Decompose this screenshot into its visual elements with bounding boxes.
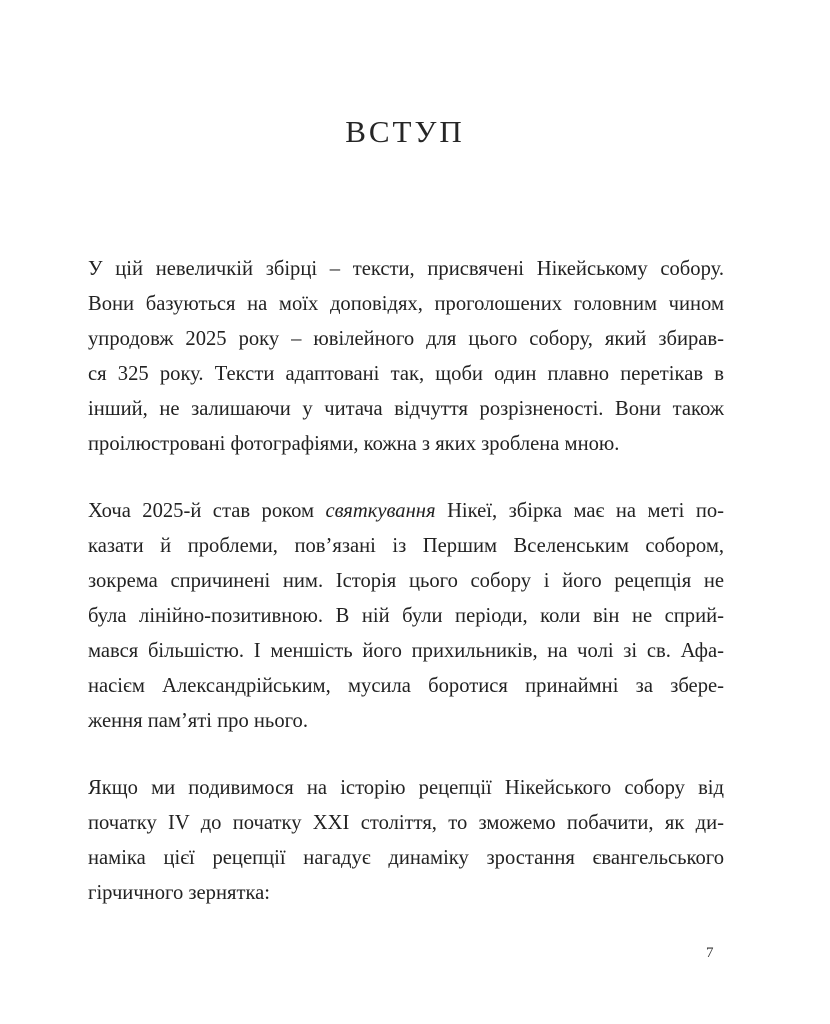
- text-line: У цій невеличкій збірці – тексти, присвячені Нікейському собору.: [88, 258, 724, 280]
- emphasized-word: святкування: [325, 500, 436, 522]
- paragraph-3: [88, 771, 724, 911]
- text-line-with-emphasis: [88, 494, 724, 529]
- text-line: була лінійно-позитивною. В ній були періоди, коли він не сприй-: [88, 605, 724, 627]
- text-line: гірчичного зернятка:: [88, 882, 271, 904]
- text-line: насієм Александрійським, мусила боротися принаймні за збере-: [88, 675, 724, 697]
- page-number: 7: [706, 945, 714, 961]
- text-line: казати й проблеми, пов’язані із Першим Вселенським собором,: [88, 535, 724, 557]
- text-line: упродовж 2025 року – ювілейного для цього собору, який збирав-: [88, 328, 724, 350]
- text-line: наміка цієї рецепції нагадує динаміку зростання євангельського: [88, 847, 724, 869]
- paragraph-2: [88, 494, 724, 739]
- text-line: Вони базуються на моїх доповідях, проголошених головним чином: [88, 293, 724, 315]
- text-line: ження пам’яті про нього.: [88, 710, 309, 732]
- text-segment: Нікеї, збірка має на меті по-: [435, 500, 724, 522]
- body-text: [88, 252, 724, 943]
- paragraph-1: [88, 252, 724, 462]
- text-line: Якщо ми подивимося на історію рецепції Нікейського собору від: [88, 777, 724, 799]
- text-line: зокрема спричинені ним. Історія цього собору і його рецепція не: [88, 570, 724, 592]
- text-line: ся 325 року. Тексти адаптовані так, щоби один плавно перетікав в: [88, 363, 724, 385]
- text-line: мався більшістю. І меншість його прихильників, на чолі зі св. Афа-: [88, 640, 724, 662]
- text-line: інший, не залишаючи у читача відчуття розрізненості. Вони також: [88, 398, 724, 420]
- text-line: початку IV до початку XXI століття, то зможемо побачити, як ди-: [88, 812, 724, 834]
- text-line: проілюстровані фотографіями, кожна з яких зроблена мною.: [88, 433, 620, 455]
- chapter-title: ВСТУП: [345, 114, 465, 149]
- text-segment: Хоча 2025-й став роком: [88, 500, 326, 522]
